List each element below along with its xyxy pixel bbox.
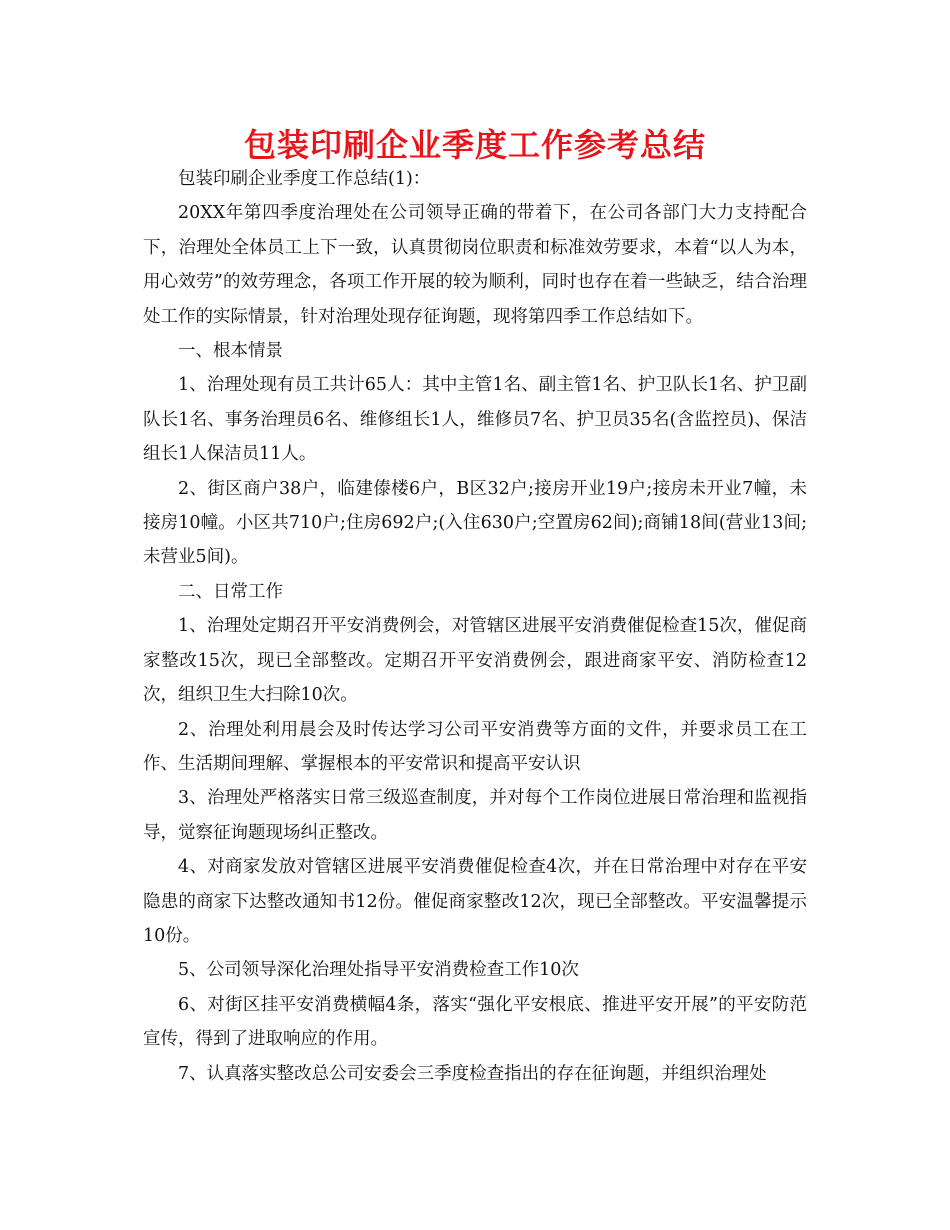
document-title: 包装印刷企业季度工作参考总结 [243, 126, 706, 164]
paragraph-overview: 20XX年第四季度治理处在公司领导正确的带着下，在公司各部门大力支持配合下，治理处全体员工上下一致，认真贯彻岗位职责和标准效劳要求，本着“以人为本，用心效劳”的效劳理念，各项工作开展的较为顺利，同时也存在着一些缺乏，结合治理处工作的实际情景，针对治理处现存征询题，现将第四季工作总结如下。 [143, 203, 807, 327]
section-heading-basic: 一、根本情景 [178, 341, 283, 362]
paragraph-staff: 1、治理处现有员工共计65人：其中主管1名、副主管1名、护卫队长1名、护卫副队长1名、事务治理员6名、维修组长1人，维修员7名、护卫员35名(含监控员)、保洁组长1人保洁员11人。 [143, 375, 807, 465]
paragraph-item-5: 5、公司领导深化治理处指导平安消费检查工作10次 [178, 960, 579, 981]
paragraph-item-3: 3、治理处严格落实日常三级巡查制度，并对每个工作岗位进展日常治理和监视指导，觉察征询题现场纠正整改。 [143, 788, 807, 843]
paragraph-item-1: 1、治理处定期召开平安消费例会，对管辖区进展平安消费催促检查15次，催促商家整改15次，现已全部整改。定期召开平安消费例会，跟进商家平安、消防检查12次，组织卫生大扫除10次。 [143, 616, 807, 706]
paragraph-households: 2、街区商户38户，临建傣楼6户，B区32户;接房开业19户;接房未开业7幢，未接房10幢。小区共710户;住房692户;(入住630户;空置房62间);商铺18间(营业13间;未营业5间)。 [143, 478, 807, 568]
paragraph-item-7: 7、认真落实整改总公司安委会三季度检查指出的存在征询题，并组织治理处 [178, 1063, 767, 1084]
document-body [143, 162, 807, 1091]
paragraph-intro: 包装印刷企业季度工作总结(1)： [178, 169, 431, 189]
section-heading-daily: 二、日常工作 [178, 581, 283, 602]
paragraph-item-6: 6、对街区挂平安消费横幅4条，落实“强化平安根底、推进平安开展”的平安防范宣传，得到了进取响应的作用。 [143, 994, 807, 1050]
paragraph-item-2: 2、治理处利用晨会及时传达学习公司平安消费等方面的文件，并要求员工在工作、生活期间理解、掌握根本的平安常识和提高平安认识 [143, 719, 807, 774]
paragraph-item-4: 4、对商家发放对管辖区进展平安消费催促检查4次，并在日常治理中对存在平安隐患的商家下达整改通知书12份。催促商家整改12次，现已全部整改。平安温馨提示10份。 [143, 857, 807, 946]
